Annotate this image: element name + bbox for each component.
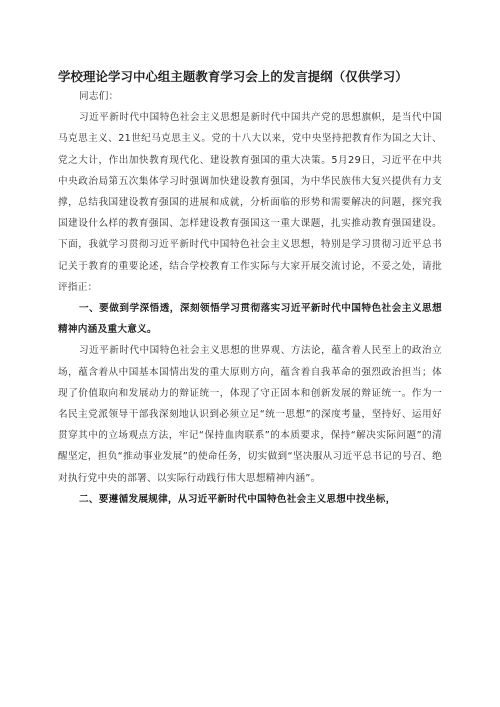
section-heading-1: 一、要做到学深悟透，深刻领悟学习贯彻落实习近平新时代中国特色社会主义思想精神内涵及重大意义。 <box>58 303 442 336</box>
section-1-paragraph: 习近平新时代中国特色社会主义思想的世界观、方法论，蕴含着人民至上的政治立场，蕴含着从中国基本国情出发的重大原则方向，蕴含着自我革命的强烈政治担当；体现了价值取向和发展动力的辩证统一，体现了守正固本和创新发展的辩证统一。作为一名民主党派领导干部我深刻地认识到必须立足“统一思想”的深度考量，坚持好、运用好贯穿其中的立场观点方法，牢记“保持血肉联系”的本质要求，保持“解决实际问题”的清醒坚定，担负“推动事业发展”的使命任务，切实做到“坚决服从习近平总书记的号召、绝对执行党中央的部署、以实际行动践行伟大思想精神内涵”。 <box>58 345 442 484</box>
section-heading-2: 二、要遵循发展规律，从习近平新时代中国特色社会主义思想中找坐标， <box>79 493 396 505</box>
intro-paragraph: 习近平新时代中国特色社会主义思想是新时代中国共产党的思想旗帜，是当代中国马克思主义、21世纪马克思主义。党的十八大以来，党中央坚持把教育作为国之大计、党之大计，作出加快教育现代化、建设教育强国的重大决策。5月29日，习近平在中共中央政治局第五次集体学习时强调加快建设教育强国，为中华民族伟大复兴提供有力支撑，总结我国建设教育强国的进展和成就，分析面临的形势和需要解决的问题，探究我国建设什么样的教育强国、怎样建设教育强国这一重大课题，扎实推动教育强国建设。下面，我就学习贯彻习近平新时代中国特色社会主义思想，特别是学习贯彻习近平总书记关于教育的重要论述，结合学校教育工作实际与大家开展交流讨论，不妥之处，请批评指正： <box>58 112 442 293</box>
document-title: 学校理论学习中心组主题教育学习会上的发言提纲（仅供学习） <box>58 69 408 84</box>
greeting: 同志们： <box>79 91 119 102</box>
document-body <box>58 86 442 510</box>
